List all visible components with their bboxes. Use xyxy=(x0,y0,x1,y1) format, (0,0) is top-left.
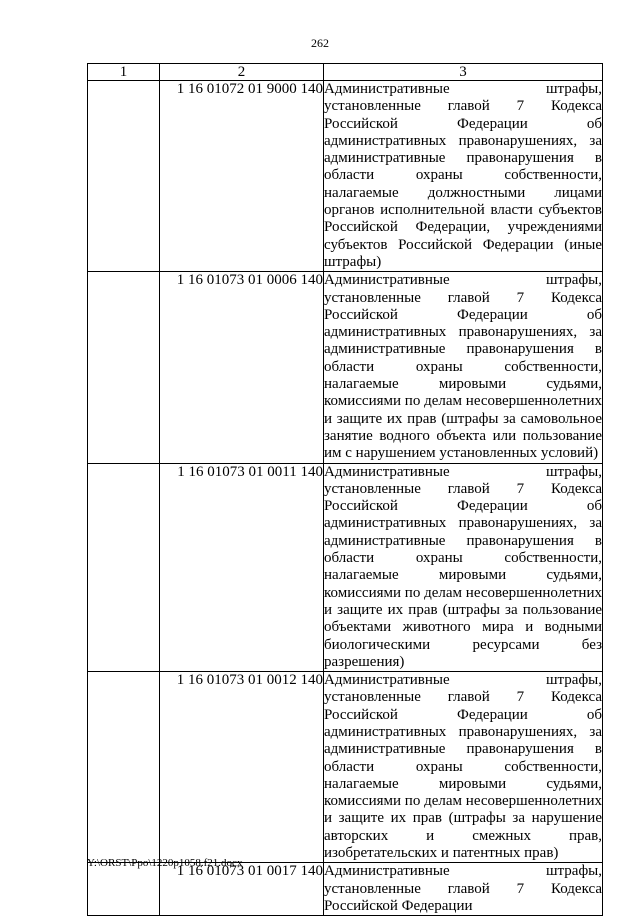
column-header-2: 2 xyxy=(160,64,324,81)
table-row xyxy=(88,463,603,672)
row-col1-cell xyxy=(88,672,160,863)
column-header-1: 1 xyxy=(88,64,160,81)
table-header-row xyxy=(88,64,603,81)
table-row xyxy=(88,863,603,916)
table-row xyxy=(88,672,603,863)
table-row xyxy=(88,81,603,272)
column-header-3: 3 xyxy=(324,64,603,81)
description-cell: Административные штрафы, установленные главой 7 Кодекса Российской Федерации об административных правонарушениях, за административные правонарушения в области охраны собственности, налагаемые мировыми судьями, комиссиями по делам несовершеннолетних и защите их прав (штрафы за нарушение авторских и смежных прав, изобретательских и патентных прав) xyxy=(324,672,602,862)
row-col1-cell xyxy=(88,863,160,916)
document-file-path: Y:\ORST\Ppo\1220p1058.f21.docx xyxy=(87,857,243,869)
description-cell: Административные штрафы, установленные главой 7 Кодекса Российской Федерации xyxy=(324,863,602,914)
budget-code-cell: 1 16 01073 01 0011 140 xyxy=(160,463,324,672)
description-cell: Административные штрафы, установленные главой 7 Кодекса Российской Федерации об административных правонарушениях, за административные правонарушения в области охраны собственности, налагаемые мировыми судьями, комиссиями по делам несовершеннолетних и защите их прав (штрафы за самовольное занятие водного объекта или пользование им с нарушением установленных условий) xyxy=(324,272,602,462)
description-cell: Административные штрафы, установленные главой 7 Кодекса Российской Федерации об административных правонарушениях, за административные правонарушения в области охраны собственности, налагаемые должностными лицами органов исполнительной власти субъектов Российской Федерации, учреждениями субъектов Российской Федерации (иные штрафы) xyxy=(324,81,602,270)
budget-code-cell: 1 16 01072 01 9000 140 xyxy=(160,81,324,272)
budget-code-cell: 1 16 01073 01 0006 140 xyxy=(160,272,324,463)
page-number: 262 xyxy=(311,36,329,50)
budget-code-cell: 1 16 01073 01 0017 140 xyxy=(160,863,324,916)
table-row xyxy=(88,272,603,463)
row-col1-cell xyxy=(88,463,160,672)
row-col1-cell xyxy=(88,272,160,463)
description-cell: Административные штрафы, установленные главой 7 Кодекса Российской Федерации об административных правонарушениях, за административные правонарушения в области охраны собственности, налагаемые мировыми судьями, комиссиями по делам несовершеннолетних и защите их прав (штрафы за пользование объектами животного мира и водными биологическими ресурсами без разрешения) xyxy=(324,463,602,670)
budget-code-cell: 1 16 01073 01 0012 140 xyxy=(160,672,324,863)
budget-codes-table xyxy=(87,63,603,916)
row-col1-cell xyxy=(88,81,160,272)
